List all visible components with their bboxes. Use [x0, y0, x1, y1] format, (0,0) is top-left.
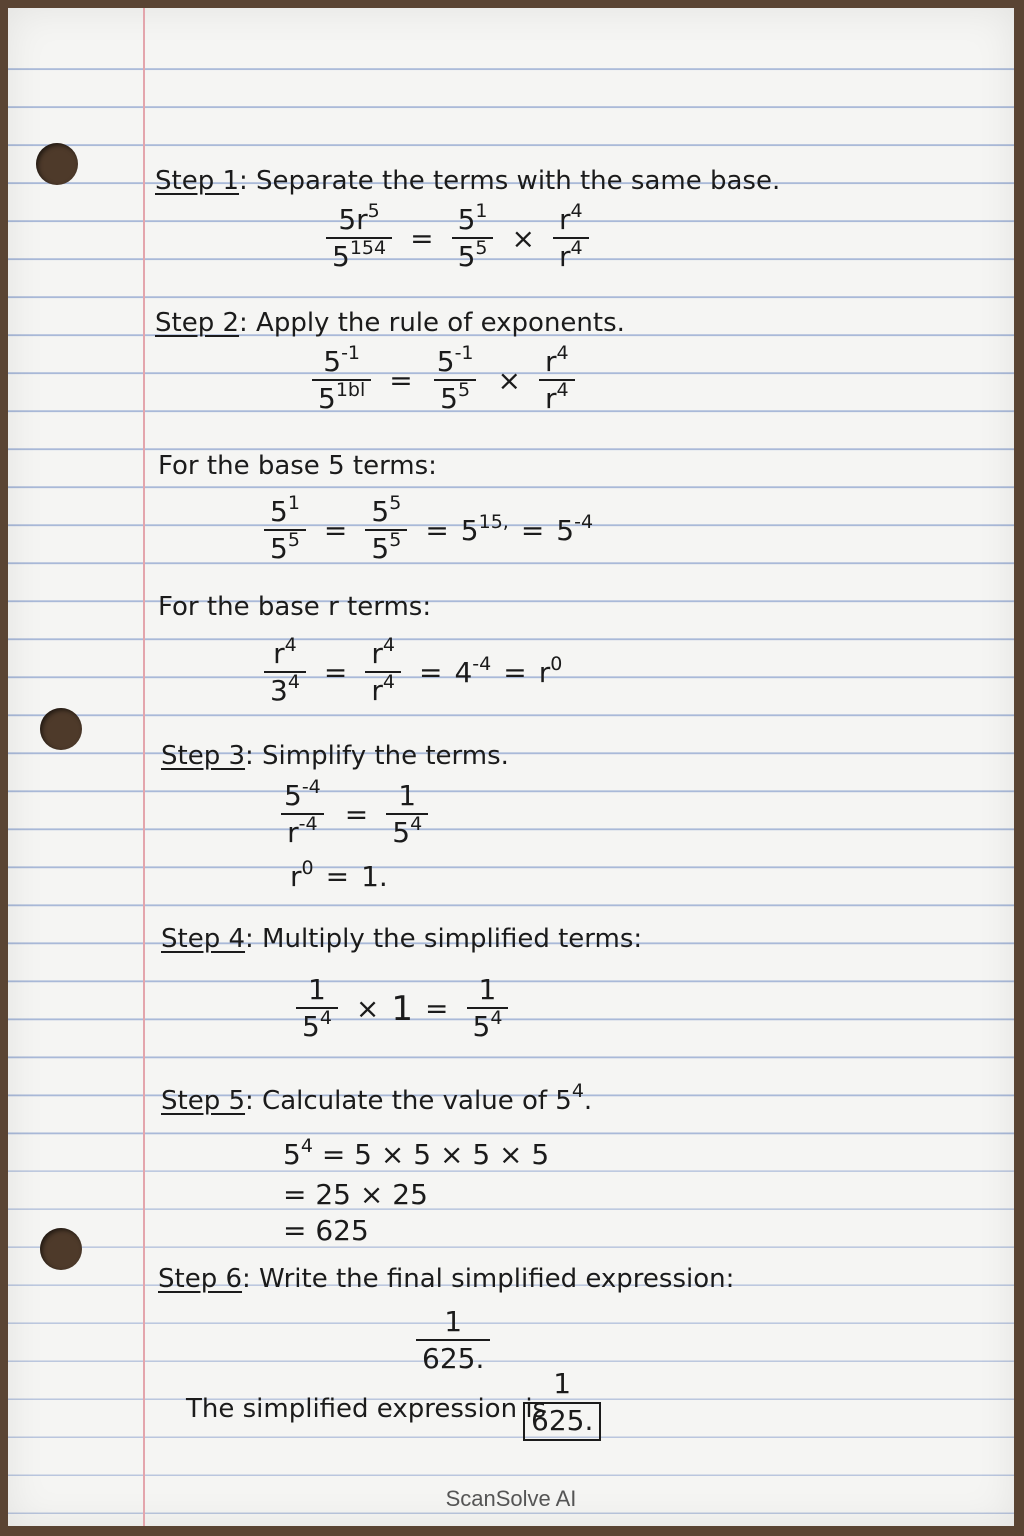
footer-watermark: ScanSolve AI [445, 1486, 577, 1511]
fraction: $\frac{r^4}{r^4}$ [539, 348, 575, 413]
step-3-text: Step 3: Simplify the terms. [161, 741, 509, 771]
fraction: $\frac{5^5}{5^5}$ [365, 498, 407, 563]
step-3-heading: Step 3 [161, 741, 246, 771]
notebook-page [8, 8, 1014, 1526]
punch-hole [36, 143, 78, 185]
fraction: $\frac{5^1}{5^5}$ [452, 206, 494, 271]
fraction: $\frac{r^4}{3^4}$ [264, 640, 306, 705]
fraction: $\frac{5^{-4}}{r^{-4}}$ [278, 782, 327, 847]
step-3-equation-2: $r^0$ = 1. [290, 857, 388, 893]
fraction: $\frac{r^4}{r^4}$ [553, 206, 589, 271]
answer-box: 625. [523, 1402, 601, 1441]
step-1-equation: $\frac{5r^5}{5^{154}}$ = $\frac{5^1}{5^5}$ × $\frac{r^4}{r^4}$ [320, 206, 595, 271]
step-5-line-3: = 625 [283, 1214, 369, 1247]
fraction: $\frac{5r^5}{5^{154}}$ [326, 206, 392, 271]
step-5-line-1: $5^4$ = 5 × 5 × 5 × 5 [283, 1135, 550, 1171]
punch-hole [40, 708, 82, 750]
step-6-text: Step 6: Write the final simplified expression: [158, 1264, 735, 1294]
fraction: $\frac{5^1}{5^5}$ [264, 498, 306, 563]
step-4-equation: $\frac{1}{5^4}$ × 1 = $\frac{1}{5^4}$ [290, 976, 514, 1041]
final-answer-text: The simplified expression is [186, 1394, 547, 1424]
base-r-text: For the base r terms: [158, 592, 432, 622]
fraction: $\frac{1}{625.}$ [416, 1308, 490, 1373]
base-r-equation: $\frac{r^4}{3^4}$ = $\frac{r^4}{r^4}$ = $4^{-4}$ = $r^0$ [258, 640, 562, 705]
step-6-heading: Step 6 [158, 1264, 243, 1294]
step-1-text: Step 1: Separate the terms with the same base. [155, 166, 781, 196]
step-5-line-2: = 25 × 25 [283, 1178, 428, 1211]
step-1-heading: Step 1 [155, 166, 240, 196]
step-5-heading: Step 5 [161, 1086, 246, 1116]
margin-line [143, 8, 145, 1526]
fraction: $\frac{5^{-1}}{5^5}$ [431, 348, 480, 413]
step-2-equation: $\frac{5^{-1}}{5^{1bl}}$ = $\frac{5^{-1}}{5^5}$ × $\frac{r^4}{r^4}$ [306, 348, 581, 413]
step-4-text: Step 4: Multiply the simplified terms: [161, 924, 643, 954]
fraction: $\frac{5^{-1}}{5^{1bl}}$ [312, 348, 371, 413]
step-2-text: Step 2: Apply the rule of exponents. [155, 308, 625, 338]
step-5-text: Step 5: Calculate the value of $5^4$. [161, 1080, 593, 1116]
step-6-fraction [410, 1305, 496, 1375]
step-4-heading: Step 4 [161, 924, 246, 954]
punch-hole [40, 1228, 82, 1270]
step-3-equation-1: $\frac{5^{-4}}{r^{-4}}$ = $\frac{1}{5^4}$ [272, 782, 434, 847]
base-5-equation: $\frac{5^1}{5^5}$ = $\frac{5^5}{5^5}$ = $5^{15,}$ = $5^{-4}$ [258, 498, 593, 563]
fraction: $\frac{1}{5^4}$ [386, 782, 428, 847]
fraction: $\frac{1}{5^4}$ [296, 976, 338, 1041]
step-2-heading: Step 2 [155, 308, 240, 338]
base-5-text: For the base 5 terms: [158, 451, 437, 481]
fraction: $\frac{1}{5^4}$ [467, 976, 509, 1041]
fraction: $\frac{r^4}{r^4}$ [365, 640, 401, 705]
final-answer-boxed: 1 625. [523, 1370, 601, 1441]
